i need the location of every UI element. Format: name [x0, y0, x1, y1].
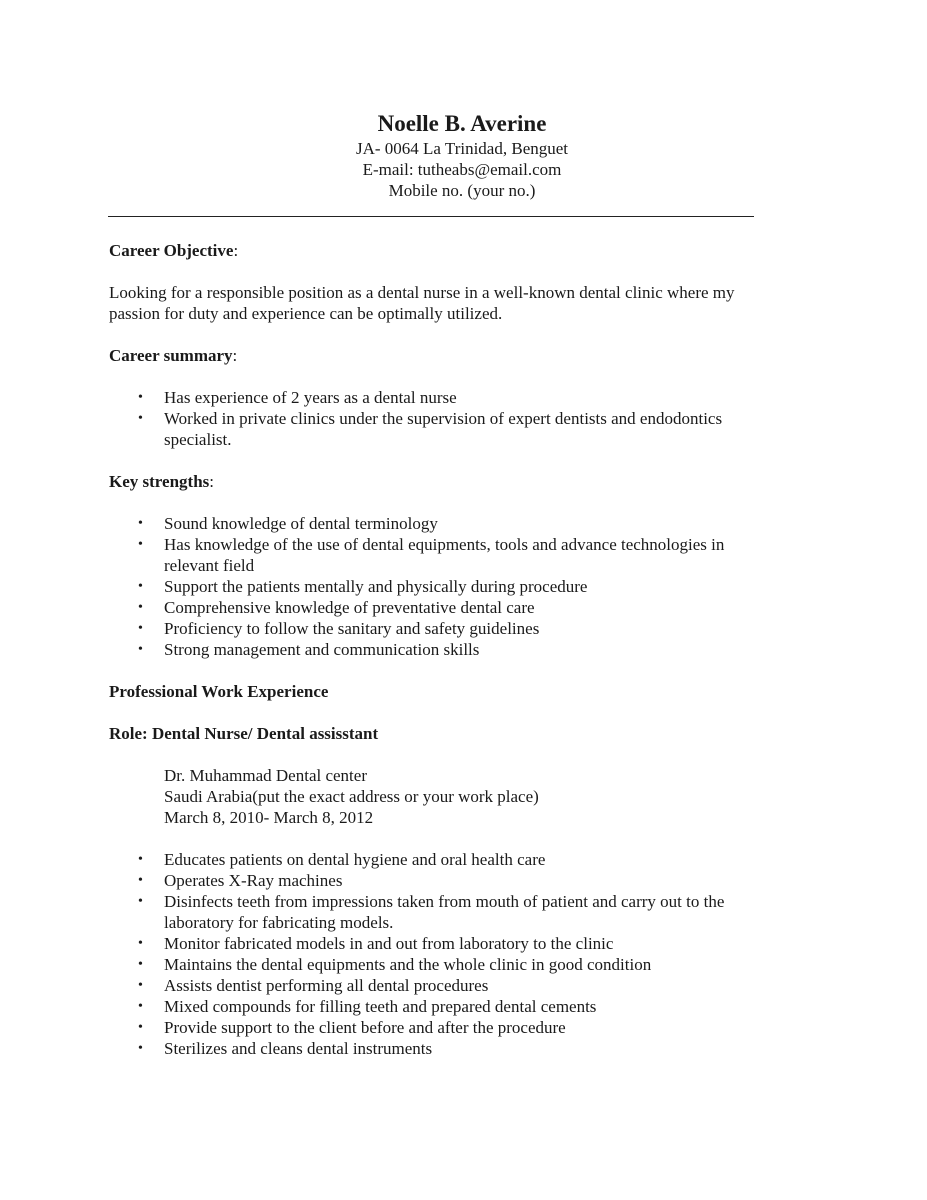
list-item: • Mixed compounds for filling teeth and prepared dental cements: [109, 996, 809, 1017]
list-item: • Proficiency to follow the sanitary and safety guidelines: [109, 618, 809, 639]
list-item: • Strong management and communication skills: [109, 639, 809, 660]
address-line: JA- 0064 La Trinidad, Benguet: [355, 139, 569, 158]
list-item: • Monitor fabricated models in and out from laboratory to the clinic: [109, 933, 809, 954]
list-item-continuation: specialist.: [164, 430, 232, 449]
mobile-line: Mobile no. (your no.): [388, 181, 536, 200]
applicant-name: Noelle B. Averine: [377, 111, 547, 136]
list-item: • Support the patients mentally and physically during procedure: [109, 576, 809, 597]
list-item: • Has experience of 2 years as a dental nurse: [109, 387, 809, 408]
list-item: • Comprehensive knowledge of preventative dental care: [109, 597, 809, 618]
list-item: • Disinfects teeth from impressions taken from mouth of patient and carry out to the: [109, 891, 809, 912]
list-item: • Sound knowledge of dental terminology: [109, 513, 809, 534]
header-divider: [108, 216, 754, 217]
employer-location: Saudi Arabia(put the exact address or your work place): [164, 787, 539, 806]
role-heading: Role: Dental Nurse/ Dental assisstant: [109, 724, 379, 743]
career-objective-line: passion for duty and experience can be optimally utilized.: [109, 304, 503, 323]
duties-list-cont: [109, 933, 809, 1059]
list-item: • Maintains the dental equipments and the whole clinic in good condition: [109, 954, 809, 975]
employer-name: Dr. Muhammad Dental center: [164, 766, 367, 785]
list-item-continuation: laboratory for fabricating models.: [164, 913, 394, 932]
career-summary-list: [109, 387, 809, 429]
resume-header: [108, 110, 816, 201]
resume-body: [109, 240, 809, 1059]
email-line: E-mail: tutheabs@email.com: [362, 160, 562, 179]
key-strengths-list: [109, 513, 809, 555]
list-item: • Educates patients on dental hygiene and oral health care: [109, 849, 809, 870]
list-item: • Has knowledge of the use of dental equipments, tools and advance technologies in: [109, 534, 809, 555]
list-item-continuation: relevant field: [164, 556, 255, 575]
list-item: • Assists dentist performing all dental procedures: [109, 975, 809, 996]
career-summary-heading: Career summary:: [109, 346, 238, 365]
key-strengths-heading: Key strengths:: [109, 472, 214, 491]
career-objective-heading: Career Objective:: [109, 241, 239, 260]
list-item: • Operates X-Ray machines: [109, 870, 809, 891]
list-item: • Sterilizes and cleans dental instruments: [109, 1038, 809, 1059]
employment-dates: March 8, 2010- March 8, 2012: [164, 808, 374, 827]
work-experience-heading: Professional Work Experience: [109, 682, 329, 701]
career-objective-line: Looking for a responsible position as a dental nurse in a well-known dental clinic where my: [109, 283, 735, 302]
list-item: • Worked in private clinics under the supervision of expert dentists and endodontics: [109, 408, 809, 429]
key-strengths-list-cont: [109, 576, 809, 660]
list-item: • Provide support to the client before and after the procedure: [109, 1017, 809, 1038]
duties-list: [109, 849, 809, 912]
